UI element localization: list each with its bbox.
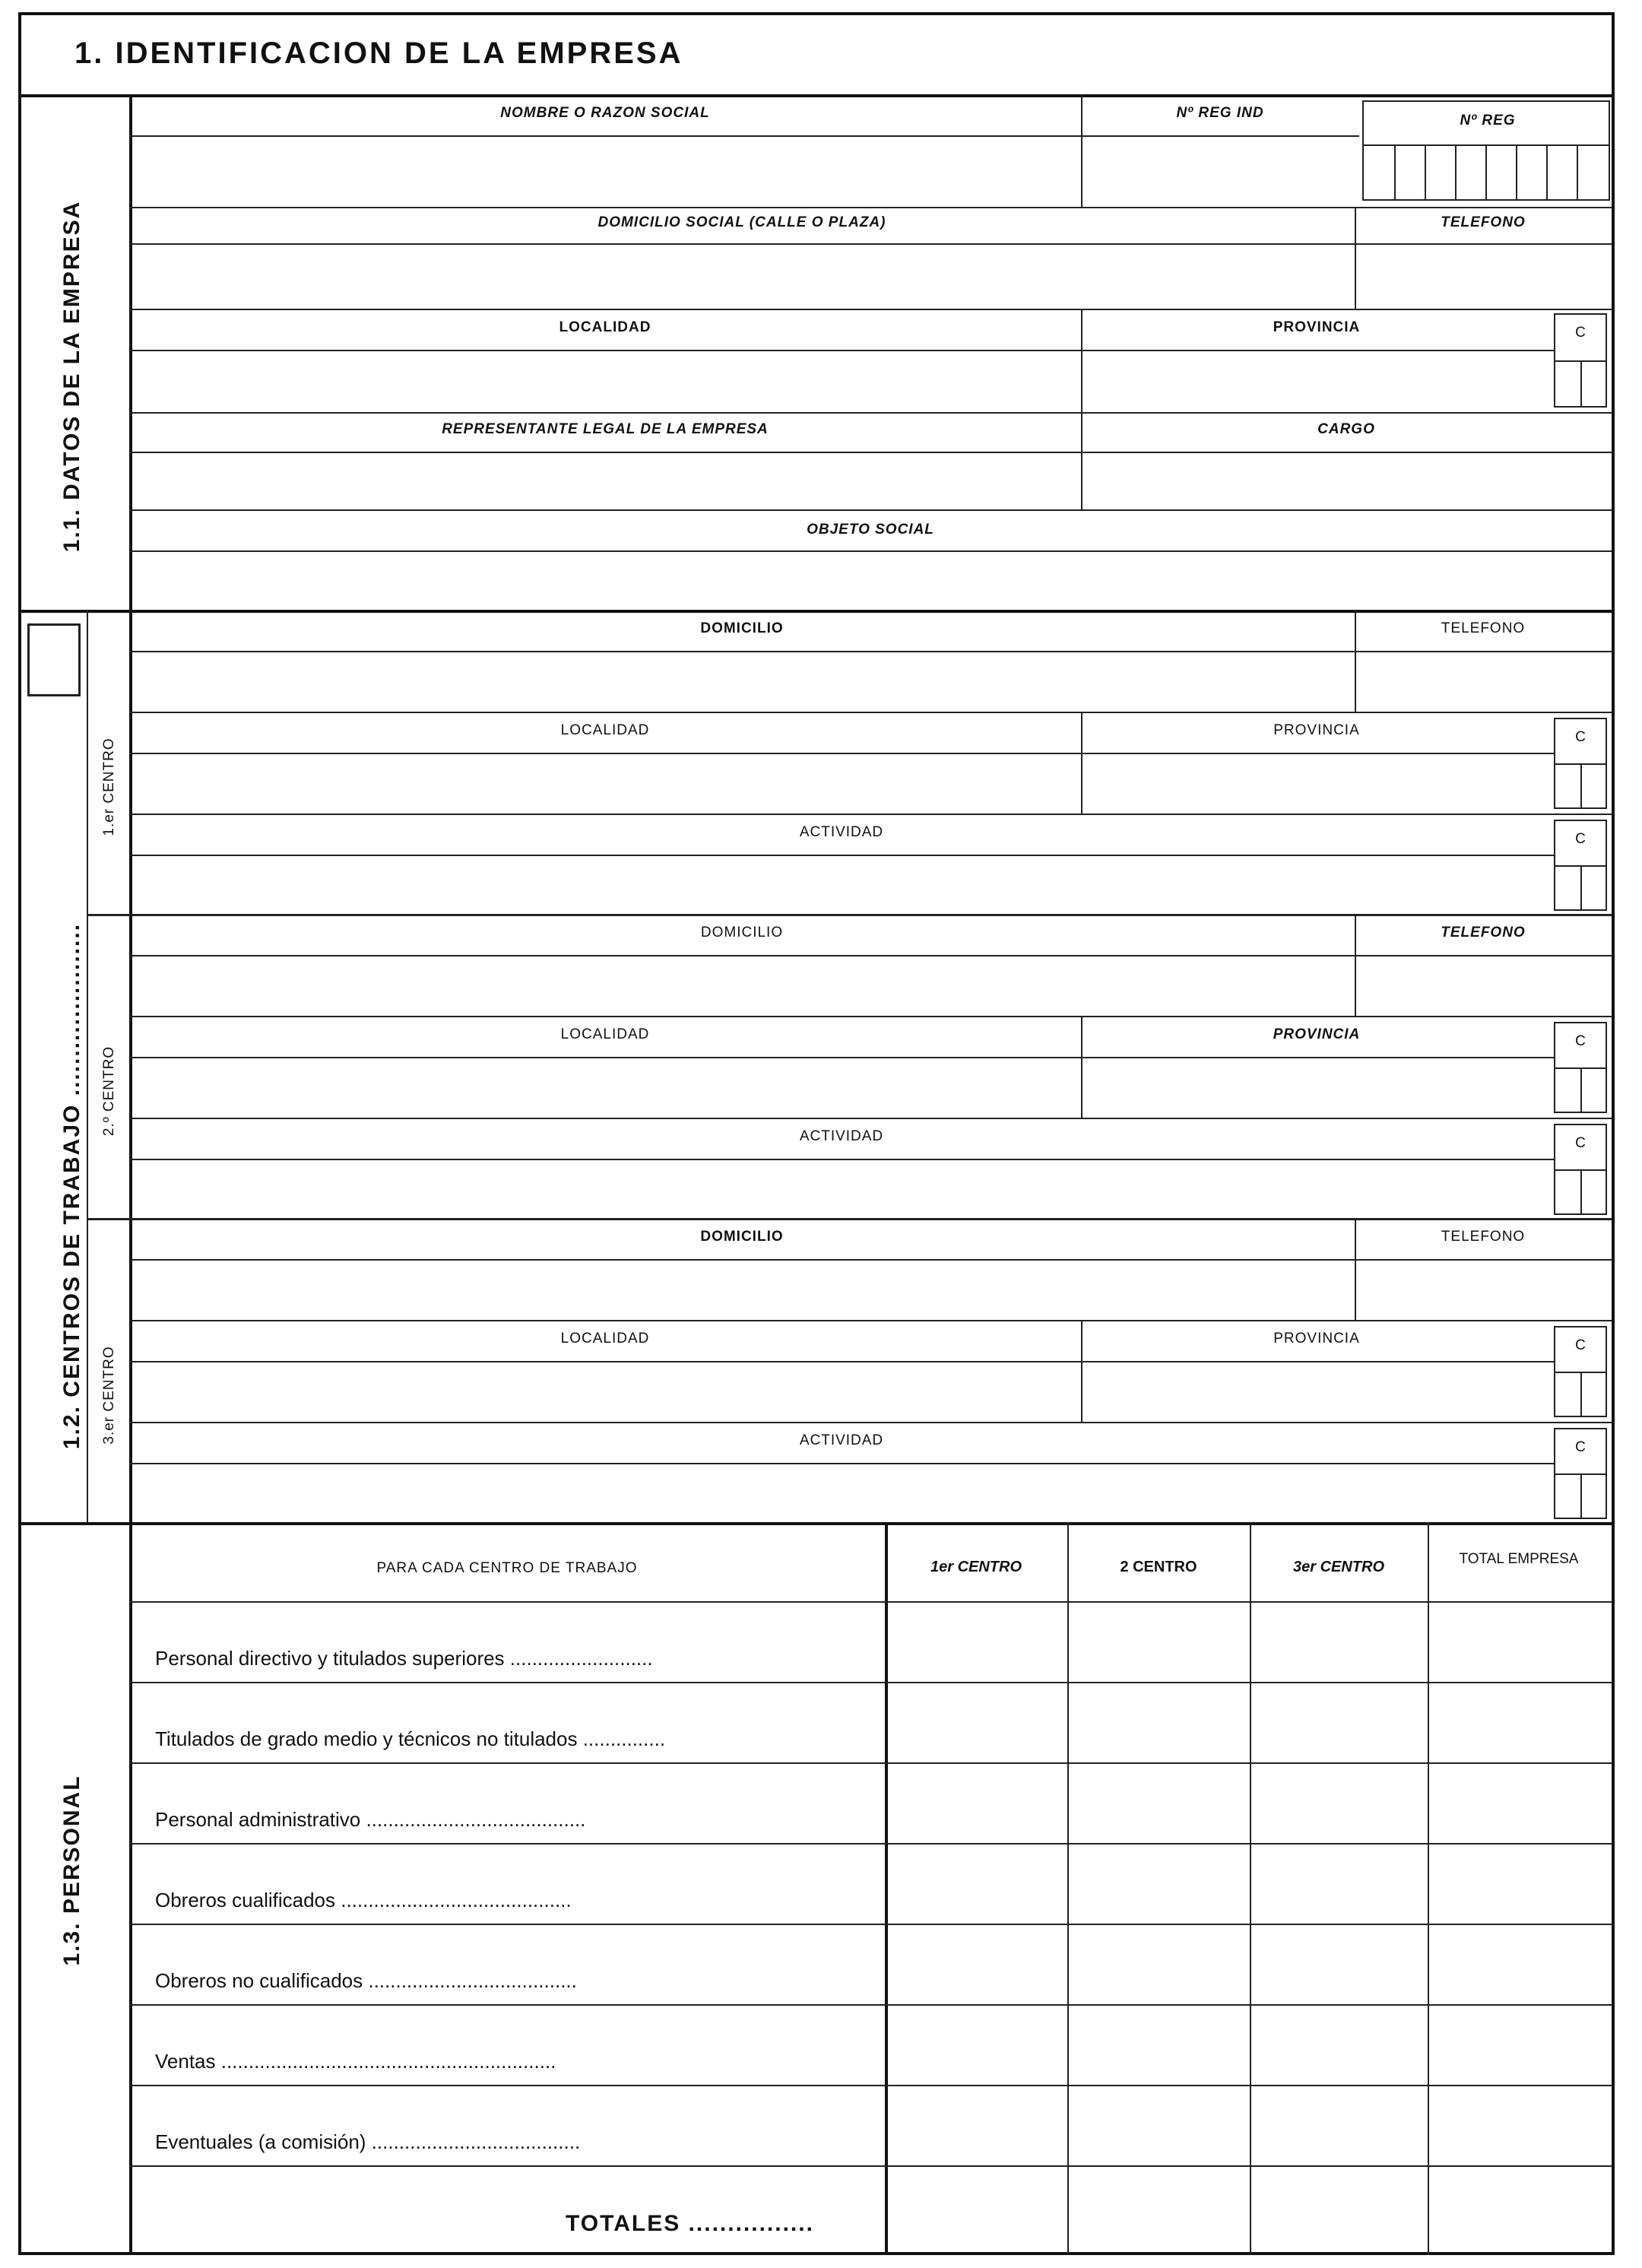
section-datos-label: 1.1. DATOS DE LA EMPRESA (59, 200, 84, 553)
centro-2-localidad-label: LOCALIDAD (560, 1026, 650, 1042)
centro-1-domicilio-label: DOMICILIO (700, 620, 784, 636)
identification-form (18, 12, 1615, 2255)
centro-2-provincia-input[interactable] (1083, 1060, 1551, 1115)
centro-1-provincia-input[interactable] (1083, 756, 1551, 810)
representante-label: REPRESENTANTE LEGAL DE LA EMPRESA (442, 421, 769, 437)
localidad-input[interactable] (131, 353, 1079, 409)
centro-1-actividad-input[interactable] (131, 858, 1551, 911)
row-personal-directivo: Personal directivo y titulados superiores .......................... (155, 1647, 653, 1670)
col-centro-2: 2 CENTRO (1120, 1559, 1197, 1575)
localidad-label: LOCALIDAD (559, 319, 651, 335)
row-personal-administrativo: Personal administrativo ........................................ (155, 1808, 586, 1831)
centro-2-label: 2.º CENTRO (101, 1045, 117, 1137)
centro-3-provincia-code-box[interactable]: C (1554, 1326, 1607, 1417)
nombre-label: NOMBRE O RAZON SOCIAL (500, 105, 710, 121)
col-total-empresa: TOTAL EMPRESA (1459, 1551, 1579, 1567)
centro-1-localidad-label: LOCALIDAD (560, 722, 650, 738)
centro-3-telefono-input[interactable] (1356, 1262, 1610, 1317)
centro-3-localidad-label: LOCALIDAD (560, 1331, 650, 1347)
domicilio-social-label: DOMICILIO SOCIAL (CALLE O PLAZA) (598, 214, 886, 230)
reg-label: Nº REG (1460, 113, 1516, 128)
centro-1-localidad-input[interactable] (131, 756, 1079, 810)
row-ventas: Ventas ............................................................. (155, 2050, 556, 2073)
centro-2-telefono-label: TELEFONO (1441, 925, 1526, 941)
objeto-social-label: OBJETO SOCIAL (807, 522, 934, 538)
centro-3-actividad-input[interactable] (131, 1466, 1551, 1519)
centro-1-actividad-label: ACTIVIDAD (799, 824, 884, 840)
row-obreros-cualificados: Obreros cualificados .......................................... (155, 1889, 572, 1911)
centro-3-localidad-input[interactable] (131, 1364, 1079, 1419)
provincia-label: PROVINCIA (1273, 319, 1361, 335)
centro-1-domicilio-input[interactable] (131, 654, 1353, 709)
centro-1-provincia-code-box[interactable]: C (1554, 718, 1607, 809)
centro-2-telefono-input[interactable] (1356, 958, 1610, 1013)
centro-2-provincia-label: PROVINCIA (1273, 1026, 1361, 1042)
centro-3-provincia-label: PROVINCIA (1273, 1331, 1360, 1347)
row-eventuales: Eventuales (a comisión) ...................................... (155, 2130, 581, 2153)
centro-1-provincia-label: PROVINCIA (1273, 722, 1360, 738)
objeto-social-input[interactable] (131, 554, 1610, 607)
section-personal-label: 1.3. PERSONAL (59, 1775, 84, 1966)
provincia-input[interactable] (1083, 353, 1551, 409)
reg-box[interactable] (1362, 100, 1610, 201)
cargo-input[interactable] (1083, 455, 1610, 506)
centro-2-actividad-label: ACTIVIDAD (799, 1128, 884, 1144)
centro-1-telefono-label: TELEFONO (1441, 620, 1526, 636)
title-divider (21, 94, 1612, 97)
row-obreros-no-cualificados: Obreros no cualificados ...................................... (155, 1969, 577, 1992)
centro-3-domicilio-input[interactable] (131, 1262, 1353, 1317)
telefono-input[interactable] (1356, 246, 1610, 306)
centro-2-actividad-code-box[interactable]: C (1554, 1124, 1607, 1215)
centro-3-label: 3.er CENTRO (101, 1346, 117, 1445)
cargo-label: CARGO (1317, 421, 1375, 437)
centro-3-telefono-label: TELEFONO (1441, 1229, 1526, 1245)
centro-2-provincia-code-box[interactable]: C (1554, 1022, 1607, 1113)
centro-2-domicilio-input[interactable] (131, 958, 1353, 1013)
centro-1-telefono-input[interactable] (1356, 654, 1610, 709)
nombre-input[interactable] (131, 138, 1079, 204)
domicilio-social-input[interactable] (131, 246, 1353, 306)
section-centros-label: 1.2. CENTROS DE TRABAJO ...................... (59, 922, 84, 1450)
centro-3-provincia-input[interactable] (1083, 1364, 1551, 1419)
form-title: 1. IDENTIFICACION DE LA EMPRESA (74, 36, 683, 70)
centro-2-localidad-input[interactable] (131, 1060, 1079, 1115)
centros-count-box[interactable] (27, 623, 81, 696)
centro-2-actividad-input[interactable] (131, 1162, 1551, 1215)
centro-2-domicilio-label: DOMICILIO (700, 925, 784, 941)
row-totales: TOTALES ................ (566, 2211, 814, 2236)
col-centro-1: 1er CENTRO (930, 1559, 1022, 1575)
representante-input[interactable] (131, 455, 1079, 506)
centro-3-actividad-label: ACTIVIDAD (799, 1432, 884, 1448)
centro-3-actividad-code-box[interactable]: C (1554, 1428, 1607, 1519)
provincia-code-box[interactable]: C (1554, 313, 1607, 408)
centro-3-domicilio-label: DOMICILIO (700, 1229, 784, 1245)
row-titulados-grado-medio: Titulados de grado medio y técnicos no titulados ............... (155, 1727, 666, 1750)
telefono-label: TELEFONO (1441, 214, 1526, 230)
centro-1-actividad-code-box[interactable]: C (1554, 820, 1607, 911)
col-centro-3: 3er CENTRO (1292, 1559, 1385, 1575)
centro-1-label: 1.er CENTRO (101, 737, 117, 836)
reg-ind-input[interactable] (1083, 138, 1358, 204)
reg-ind-label: Nº REG IND (1176, 105, 1264, 121)
personal-header: PARA CADA CENTRO DE TRABAJO (376, 1560, 638, 1576)
